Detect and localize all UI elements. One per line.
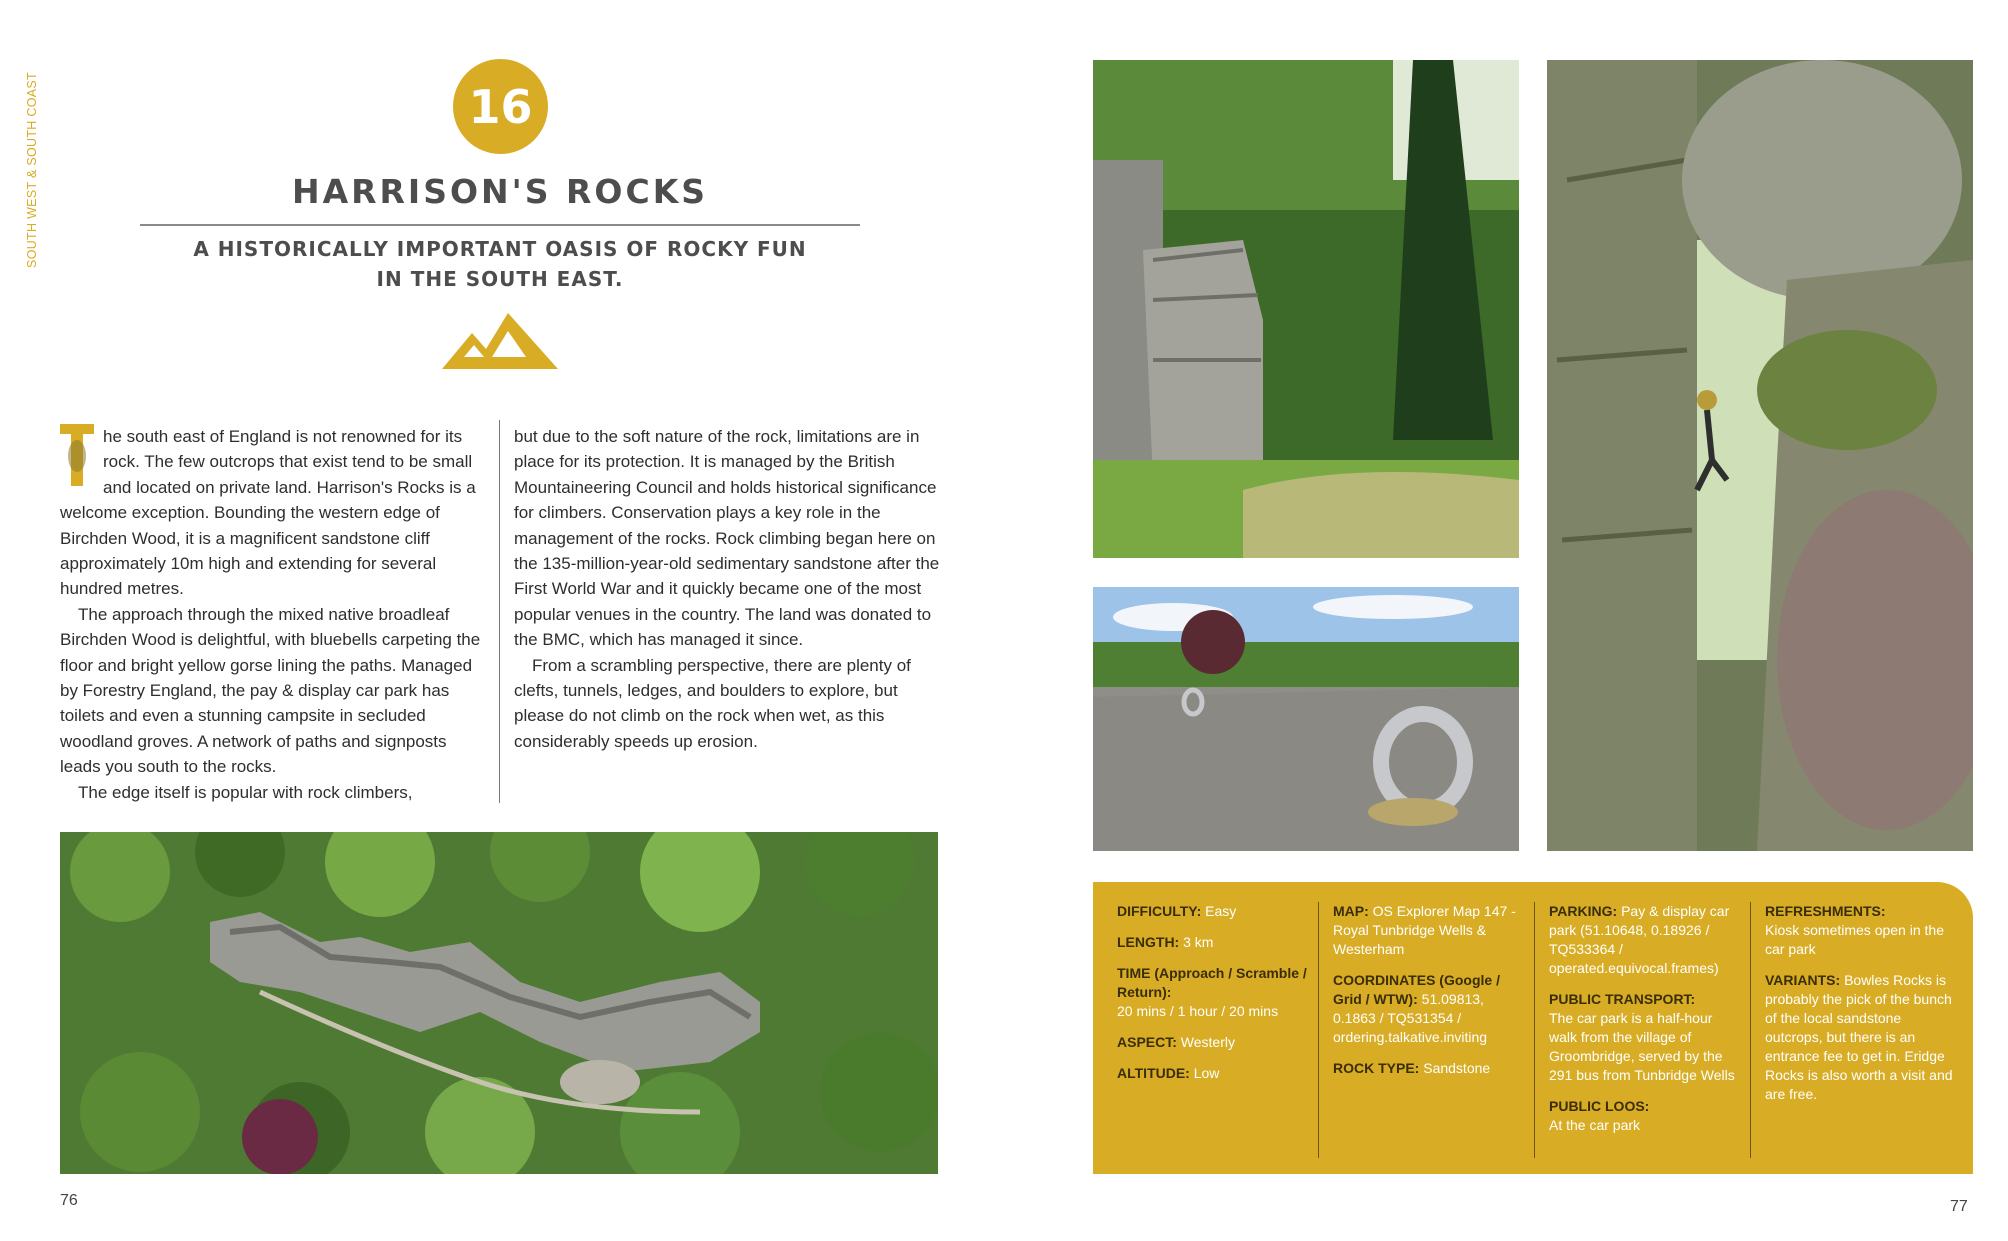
info-altitude: ALTITUDE: Low	[1117, 1065, 1220, 1081]
aerial-photo	[60, 832, 938, 1174]
subtitle-line-2: IN THE SOUTH EAST.	[376, 267, 624, 291]
column-divider	[499, 420, 500, 803]
info-coordinates: COORDINATES (Google / Grid / WTW): 51.09813, 0.1863 / TQ531354 / ordering.talkative.inviting	[1333, 972, 1500, 1045]
route-info-box	[1093, 882, 1973, 1174]
info-column-1	[1117, 902, 1307, 1095]
info-rock-type: ROCK TYPE: Sandstone	[1333, 1060, 1491, 1076]
info-refreshments: REFRESHMENTS: Kiosk sometimes open in the car park	[1765, 903, 1944, 957]
page-number-left: 76	[60, 1192, 78, 1209]
info-divider	[1318, 902, 1319, 1158]
info-difficulty: DIFFICULTY: Easy	[1117, 903, 1237, 919]
body-column-left	[60, 424, 490, 805]
title-divider	[140, 224, 860, 226]
route-number: 16	[468, 79, 533, 134]
body-paragraph: The approach through the mixed native broadleaf Birchden Wood is delightful, with bluebells carpeting the floor and bright yellow gorse lining the paths. Managed by Forestry England, the pay & display car park has toilets and even a stunning campsite in secluded woodland groves. A network of paths and signposts leads you south to the rocks.	[60, 604, 481, 777]
route-number-badge	[453, 59, 548, 154]
info-aspect: ASPECT: Westerly	[1117, 1034, 1235, 1050]
info-divider	[1534, 902, 1535, 1158]
info-public-transport: PUBLIC TRANSPORT: The car park is a half-hour walk from the village of Groombridge, served by the 291 bus from Tunbridge Wells	[1549, 991, 1735, 1083]
info-map: MAP: OS Explorer Map 147 - Royal Tunbridge Wells & Westerham	[1333, 903, 1516, 957]
body-paragraph: he south east of England is not renowned for its rock. The few outcrops that exist tend to be small and located on private land. Harrison's Rocks is a welcome exception. Bounding the western edge of Birchden Wood, it is a magnificent sandstone cliff approximately 10m high and extending for several hundred metres.	[60, 424, 490, 602]
body-paragraph: but due to the soft nature of the rock, limitations are in place for its protection. It is managed by the British Mountaineering Council and holds historical significance for climbers. Conservation plays a key role in the management of the rocks. Rock climbing began here on the 135-million-year-old sedimentary sandstone after the First World War and it quickly became one of the most popular venues in the country. The land was donated to the BMC, which has managed it since.	[514, 427, 940, 650]
running-head: SOUTH WEST & SOUTH COAST	[25, 72, 39, 268]
page-number-right: 77	[1950, 1198, 1968, 1215]
info-time: TIME (Approach / Scramble / Return): 20 mins / 1 hour / 20 mins	[1117, 965, 1307, 1019]
info-variants: VARIANTS: Bowles Rocks is probably the pick of the bunch of the local sandstone outcrops, but there is an entrance fee to get in. Eridge Rocks is also worth a visit and are free.	[1765, 972, 1953, 1102]
page-title: HARRISON'S ROCKS	[291, 172, 709, 211]
info-column-3	[1549, 902, 1741, 1147]
body-paragraph: The edge itself is popular with rock climbers,	[78, 782, 413, 802]
info-public-loos: PUBLIC LOOS: At the car park	[1549, 1098, 1650, 1133]
info-column-2	[1333, 902, 1525, 1090]
dropcap	[60, 422, 96, 488]
boulder-chimney-photo	[1547, 60, 1973, 851]
subtitle-line-1: A HISTORICALLY IMPORTANT OASIS OF ROCKY FUN	[193, 237, 807, 261]
subtitle	[140, 234, 860, 294]
info-divider	[1750, 902, 1751, 1158]
ring-anchor-photo	[1093, 587, 1519, 851]
cliff-woodland-photo	[1093, 60, 1519, 558]
body-paragraph: From a scrambling perspective, there are plenty of clefts, tunnels, ledges, and boulders to explore, but please do not climb on the rock when wet, as this considerably speeds up erosion.	[514, 655, 911, 751]
info-length: LENGTH: 3 km	[1117, 934, 1214, 950]
mountain-logo-icon	[442, 305, 558, 369]
info-column-4	[1765, 902, 1955, 1116]
body-column-right	[514, 424, 944, 754]
info-parking: PARKING: Pay & display car park (51.10648, 0.18926 / TQ533364 / operated.equivocal.frames)	[1549, 903, 1730, 976]
